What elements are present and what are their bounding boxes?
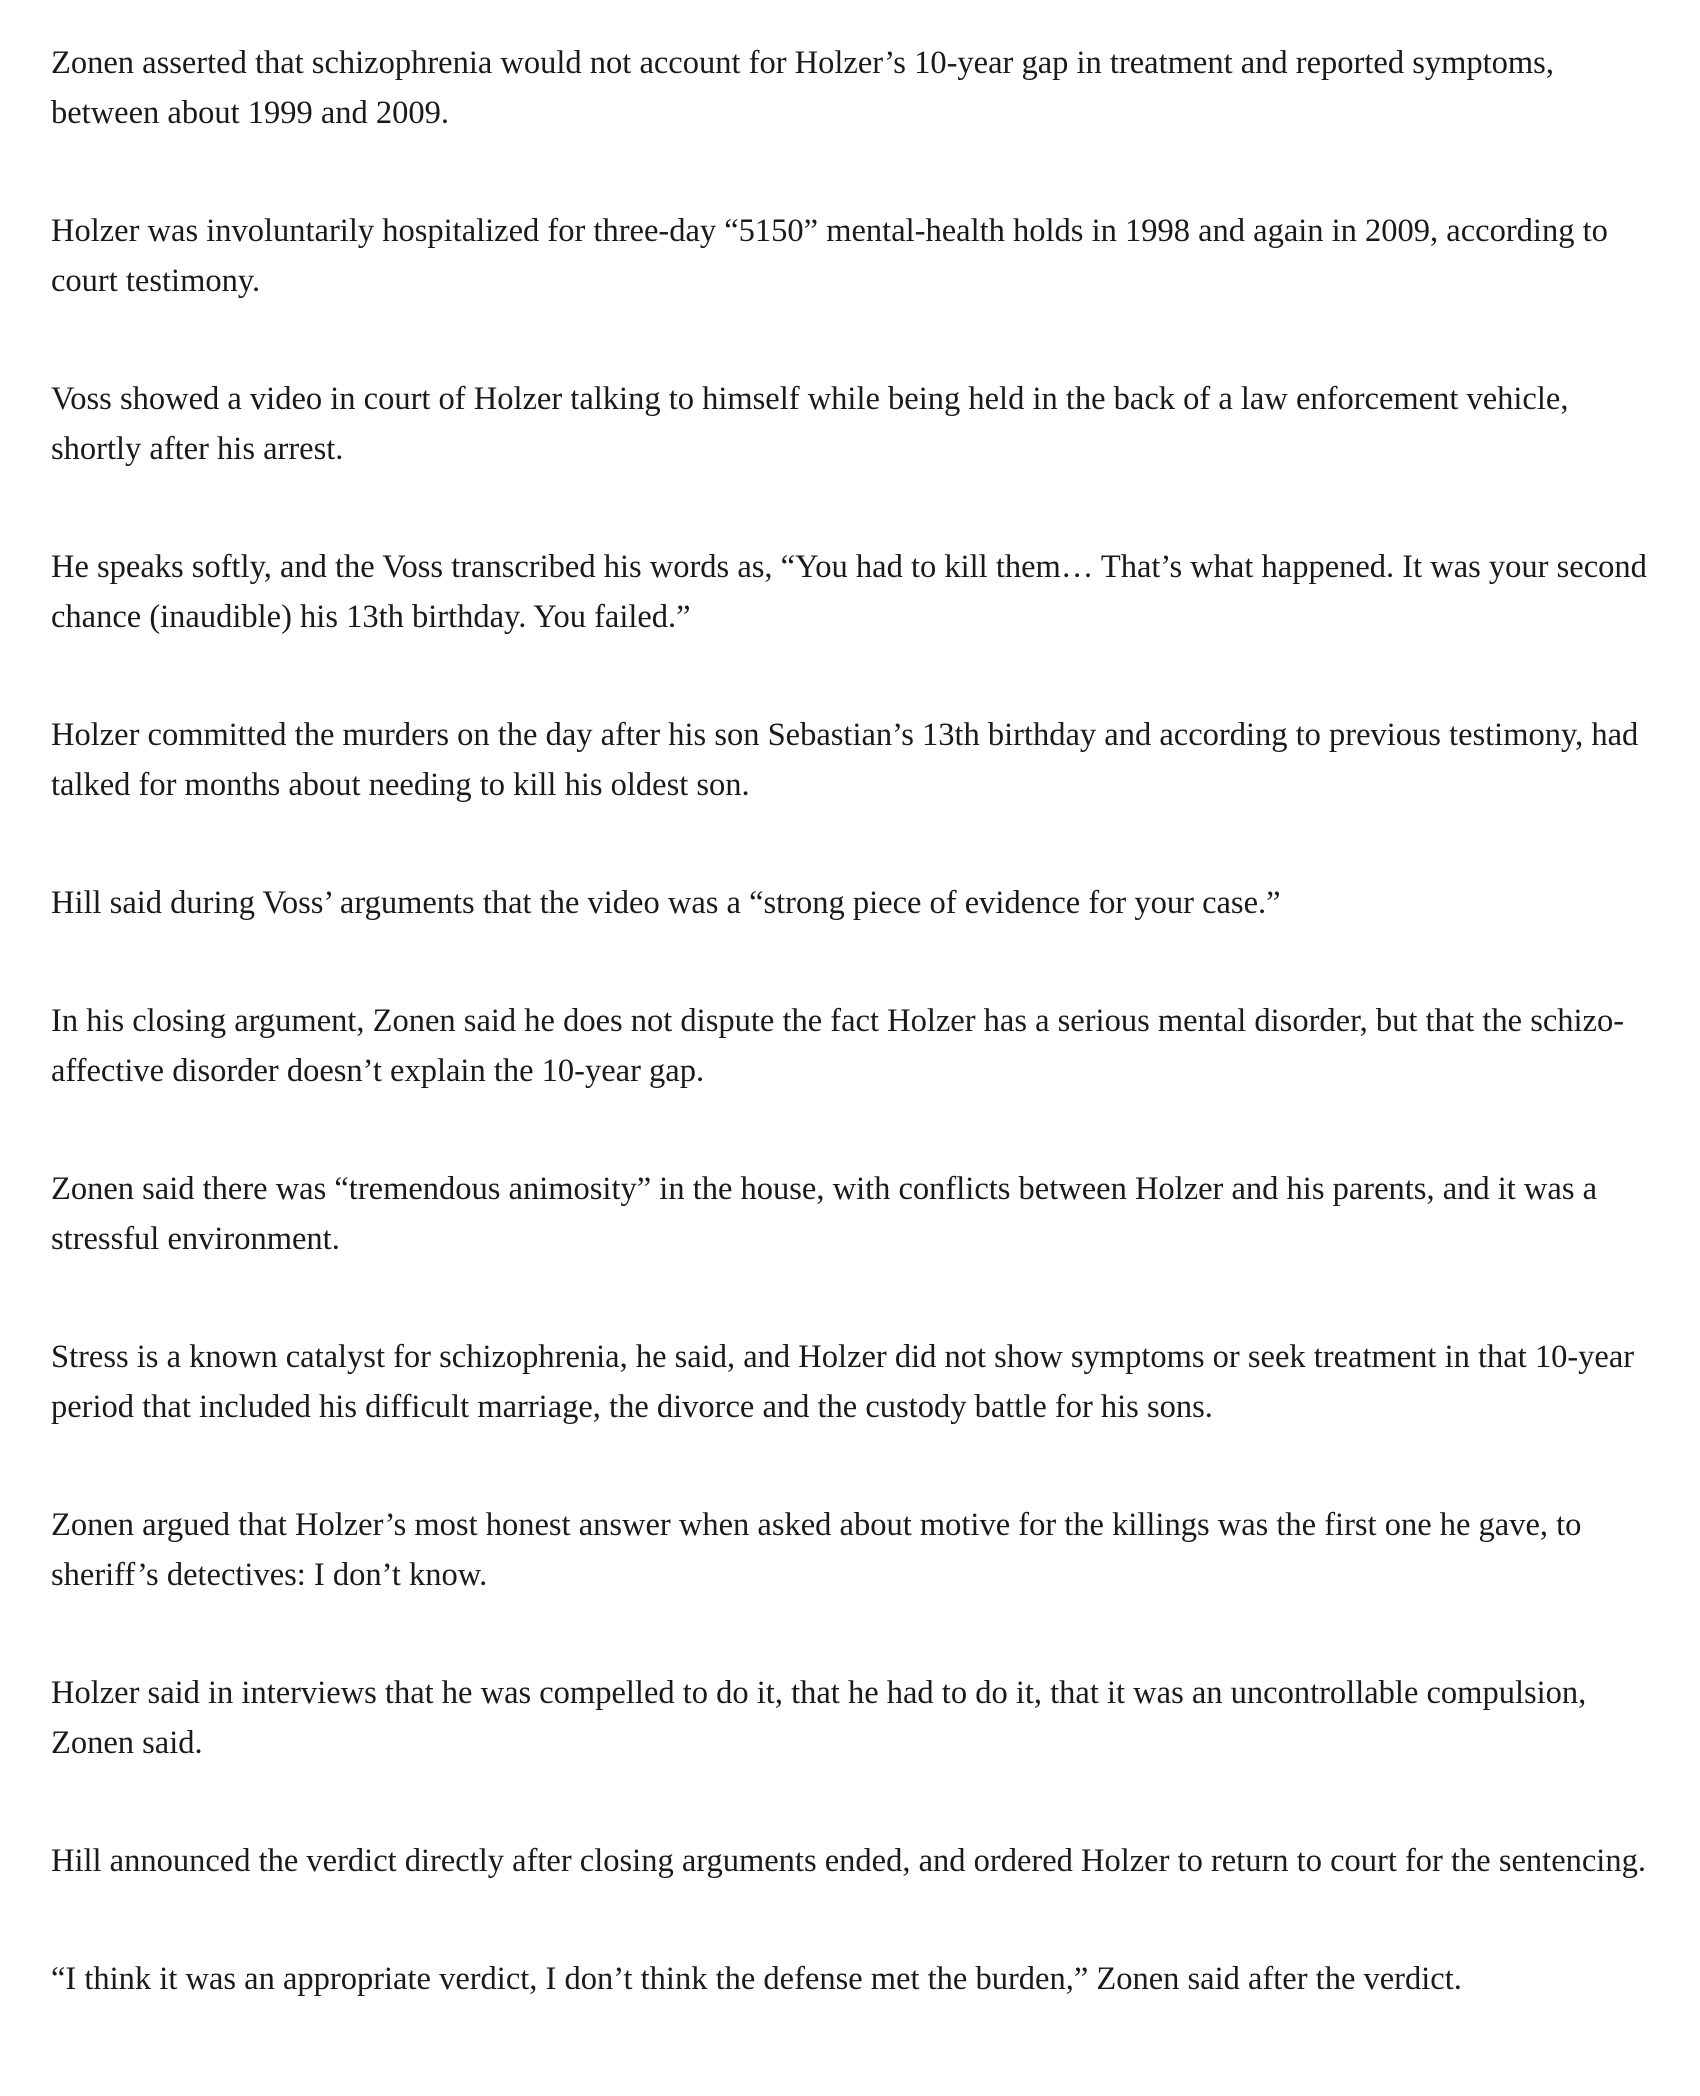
paragraph-11: Holzer said in interviews that he was compelled to do it, that he had to do it, that it was an uncontrollable compulsion, Zonen said. — [51, 1675, 1587, 1761]
paragraph-5: Holzer committed the murders on the day after his son Sebastian’s 13th birthday and according to previous testimony, had talked for months about needing to kill his oldest son. — [51, 717, 1639, 803]
paragraph-7: In his closing argument, Zonen said he does not dispute the fact Holzer has a serious mental disorder, but that the schizo-affective disorder doesn’t explain the 10-year gap. — [51, 1003, 1625, 1089]
paragraph-13: “I think it was an appropriate verdict, I don’t think the defense met the burden,” Zonen said after the verdict. — [51, 1961, 1462, 1997]
paragraph-8: Zonen said there was “tremendous animosity” in the house, with conflicts between Holzer and his parents, and it was a stressful environment. — [51, 1171, 1598, 1257]
document-page — [51, 38, 1666, 2004]
paragraph-3: Voss showed a video in court of Holzer talking to himself while being held in the back of a law enforcement vehicle, shortly after his arrest. — [51, 381, 1569, 467]
paragraph-4: He speaks softly, and the Voss transcribed his words as, “You had to kill them… That’s what happened. It was your second chance (inaudible) his 13th birthday. You failed.” — [51, 549, 1647, 635]
paragraph-10: Zonen argued that Holzer’s most honest answer when asked about motive for the killings was the first one he gave, to sheriff’s detectives: I don’t know. — [51, 1507, 1582, 1593]
paragraph-6: Hill said during Voss’ arguments that the video was a “strong piece of evidence for your case.” — [51, 885, 1281, 921]
paragraph-1: Zonen asserted that schizophrenia would not account for Holzer’s 10-year gap in treatment and reported symptoms, between about 1999 and 2009. — [51, 45, 1554, 131]
paragraph-2: Holzer was involuntarily hospitalized for three-day “5150” mental-health holds in 1998 and again in 2009, according to court testimony. — [51, 213, 1608, 299]
paragraph-9: Stress is a known catalyst for schizophrenia, he said, and Holzer did not show symptoms or seek treatment in that 10-year period that included his difficult marriage, the divorce and the custody battle for his sons. — [51, 1339, 1635, 1425]
paragraph-12: Hill announced the verdict directly after closing arguments ended, and ordered Holzer to return to court for the sentencing. — [51, 1843, 1646, 1879]
